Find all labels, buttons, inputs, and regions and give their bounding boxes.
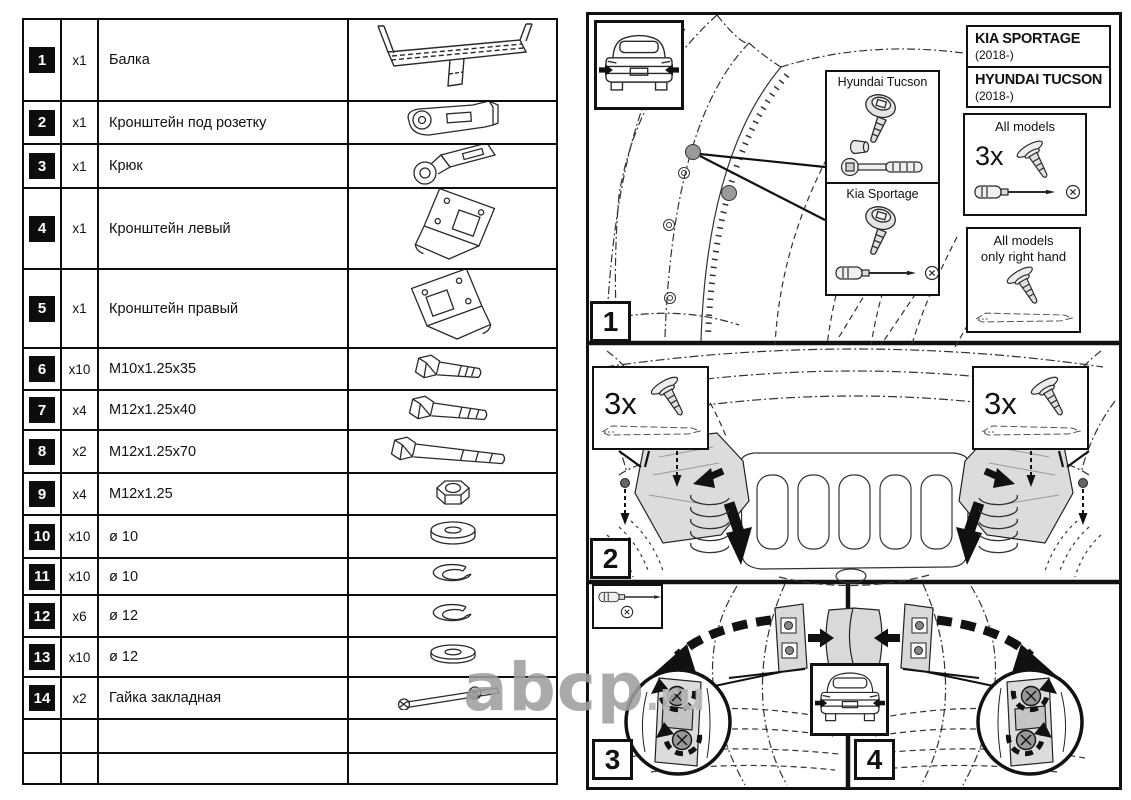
part-desc-cell: ø 10 bbox=[99, 516, 347, 557]
part-qty-cell: x6 bbox=[62, 596, 97, 636]
part-illustration-cell bbox=[349, 349, 556, 389]
empty-cell bbox=[24, 754, 60, 783]
part-flat-washer-thick-icon bbox=[427, 520, 479, 553]
screwdriver-icon bbox=[835, 264, 917, 287]
part-number-cell bbox=[24, 349, 60, 389]
part-bracket-right-icon bbox=[403, 270, 503, 347]
car-rear-view-icon bbox=[599, 28, 679, 103]
empty-cell bbox=[99, 754, 347, 783]
part-illustration-cell bbox=[349, 678, 556, 718]
all-models-title: All models bbox=[995, 119, 1055, 134]
part-qty-cell: x10 bbox=[62, 516, 97, 557]
part-illustration-cell bbox=[349, 189, 556, 268]
step2-number: 2 bbox=[590, 538, 631, 579]
callout-hyundai-section bbox=[827, 72, 938, 182]
part-hook-icon bbox=[407, 145, 499, 187]
phillips-symbol-icon bbox=[620, 605, 634, 624]
part-desc-cell: M12x1.25 bbox=[99, 474, 347, 514]
part-number-badge: 13 bbox=[29, 644, 55, 670]
car-rear-view-icon bbox=[815, 666, 885, 733]
sill-sketch-icon bbox=[600, 424, 704, 442]
clip-count-left: 3x bbox=[604, 386, 637, 421]
part-illustration-cell bbox=[349, 638, 556, 676]
part-desc-cell: M10x1.25x35 bbox=[99, 349, 347, 389]
part-illustration-cell bbox=[349, 516, 556, 557]
right-hand-line2: only right hand bbox=[980, 249, 1067, 265]
part-bolt-medium-icon bbox=[402, 391, 504, 429]
part-number-badge: 14 bbox=[29, 685, 55, 711]
empty-cell bbox=[24, 720, 60, 752]
push-pin-clip-icon bbox=[1002, 261, 1050, 314]
callout-kia-section bbox=[827, 182, 938, 294]
empty-cell bbox=[349, 720, 556, 752]
part-desc-cell: Кронштейн левый bbox=[99, 189, 347, 268]
part-flat-washer-thin-icon bbox=[427, 643, 479, 672]
part-number-badge: 6 bbox=[29, 356, 55, 382]
phillips-symbol-icon bbox=[924, 265, 940, 286]
part-desc-cell: Балка bbox=[99, 20, 347, 100]
push-pin-clip-icon bbox=[645, 371, 697, 428]
all-models-box bbox=[963, 113, 1087, 216]
part-desc-cell: Кронштейн правый bbox=[99, 270, 347, 347]
vehicle-hyundai-year: (2018-) bbox=[975, 88, 1014, 103]
right-hand-line1: All models bbox=[993, 233, 1054, 248]
part-number-badge: 1 bbox=[29, 47, 55, 73]
vehicle-kia bbox=[968, 27, 1109, 66]
step2-clip-count-box-right bbox=[972, 366, 1089, 450]
phillips-symbol-icon bbox=[1065, 184, 1081, 205]
part-number-cell bbox=[24, 638, 60, 676]
part-number-cell bbox=[24, 20, 60, 100]
part-number-badge: 8 bbox=[29, 439, 55, 465]
part-illustration-cell bbox=[349, 596, 556, 636]
part-spring-washer-icon bbox=[430, 603, 476, 630]
vehicle-hyundai bbox=[968, 66, 1109, 107]
part-number-badge: 3 bbox=[29, 153, 55, 179]
part-qty-cell: x10 bbox=[62, 559, 97, 594]
part-hex-nut-icon bbox=[431, 475, 475, 514]
part-number-cell bbox=[24, 596, 60, 636]
step4-car-rear-inset bbox=[810, 663, 889, 736]
all-models-count: 3x bbox=[975, 141, 1004, 171]
callout-kia-label: Kia Sportage bbox=[846, 187, 919, 201]
vehicle-kia-year: (2018-) bbox=[975, 48, 1014, 62]
part-illustration-cell bbox=[349, 431, 556, 472]
part-qty-cell: x1 bbox=[62, 189, 97, 268]
washer-screw-icon bbox=[857, 202, 903, 263]
fastener-callout-box bbox=[825, 70, 940, 296]
part-number-cell bbox=[24, 391, 60, 429]
right-hand-box bbox=[966, 227, 1081, 333]
part-illustration-cell bbox=[349, 270, 556, 347]
part-number-badge: 11 bbox=[29, 564, 55, 590]
part-illustration-cell bbox=[349, 391, 556, 429]
part-qty-cell: x10 bbox=[62, 638, 97, 676]
part-desc-cell: M12x1.25x70 bbox=[99, 431, 347, 472]
step3-tool-box bbox=[592, 584, 663, 629]
part-beam-icon bbox=[368, 22, 538, 99]
part-number-badge: 10 bbox=[29, 524, 55, 550]
callout-hyundai-label: Hyundai Tucson bbox=[837, 75, 928, 89]
part-anchor-nut-icon bbox=[393, 682, 513, 715]
part-number-cell bbox=[24, 431, 60, 472]
part-illustration-cell bbox=[349, 102, 556, 143]
watermark-suffix: .ru bbox=[645, 675, 706, 719]
part-number-badge: 7 bbox=[29, 397, 55, 423]
part-number-cell bbox=[24, 559, 60, 594]
step4-number: 4 bbox=[854, 739, 895, 780]
part-number-cell bbox=[24, 678, 60, 718]
part-number-badge: 2 bbox=[29, 110, 55, 136]
part-illustration-cell bbox=[349, 474, 556, 514]
part-number-cell bbox=[24, 516, 60, 557]
watermark-main: abcp bbox=[463, 649, 646, 726]
part-number-badge: 4 bbox=[29, 216, 55, 242]
parts-table bbox=[22, 18, 558, 785]
push-pin-clip-icon bbox=[1025, 371, 1077, 428]
part-desc-cell: M12x1.25x40 bbox=[99, 391, 347, 429]
vehicle-hyundai-name: HYUNDAI TUCSON bbox=[975, 71, 1103, 88]
instruction-panel bbox=[586, 12, 1122, 790]
screwdriver-icon bbox=[973, 183, 1057, 206]
part-number-badge: 5 bbox=[29, 296, 55, 322]
part-desc-cell: Гайка закладная bbox=[99, 678, 347, 718]
part-desc-cell: ø 10 bbox=[99, 559, 347, 594]
part-qty-cell: x1 bbox=[62, 145, 97, 187]
empty-cell bbox=[349, 754, 556, 783]
part-qty-cell: x2 bbox=[62, 678, 97, 718]
push-pin-clip-icon bbox=[1011, 135, 1061, 190]
part-socket-bracket-icon bbox=[395, 102, 510, 143]
part-qty-cell: x2 bbox=[62, 431, 97, 472]
part-desc-cell: Кронштейн под розетку bbox=[99, 102, 347, 143]
part-number-cell bbox=[24, 474, 60, 514]
part-qty-cell: x4 bbox=[62, 391, 97, 429]
part-bracket-left-icon bbox=[403, 189, 503, 268]
part-number-badge: 9 bbox=[29, 481, 55, 507]
empty-cell bbox=[62, 754, 97, 783]
part-qty-cell: x1 bbox=[62, 270, 97, 347]
step2-clip-count-box-left bbox=[592, 366, 709, 450]
ratchet-icon bbox=[835, 156, 931, 183]
step3-number: 3 bbox=[592, 739, 633, 780]
part-number-cell bbox=[24, 189, 60, 268]
empty-cell bbox=[99, 720, 347, 752]
part-illustration-cell bbox=[349, 145, 556, 187]
sill-sketch-icon bbox=[974, 311, 1076, 327]
part-illustration-cell bbox=[349, 20, 556, 100]
part-desc-cell: Крюк bbox=[99, 145, 347, 187]
sill-sketch-icon bbox=[980, 424, 1084, 442]
part-bolt-short-icon bbox=[408, 349, 498, 389]
vehicle-kia-name: KIA SPORTAGE bbox=[975, 31, 1081, 47]
part-qty-cell: x4 bbox=[62, 474, 97, 514]
clip-count-right: 3x bbox=[984, 386, 1017, 421]
vehicle-header bbox=[966, 25, 1111, 108]
empty-cell bbox=[62, 720, 97, 752]
part-illustration-cell bbox=[349, 559, 556, 594]
part-desc-cell: ø 12 bbox=[99, 596, 347, 636]
part-desc-cell: ø 12 bbox=[99, 638, 347, 676]
part-qty-cell: x10 bbox=[62, 349, 97, 389]
part-number-cell bbox=[24, 145, 60, 187]
part-number-cell bbox=[24, 270, 60, 347]
part-bolt-long-icon bbox=[384, 431, 522, 472]
part-spring-washer-icon bbox=[430, 563, 476, 590]
part-number-cell bbox=[24, 102, 60, 143]
step1-number: 1 bbox=[590, 301, 631, 342]
part-qty-cell: x1 bbox=[62, 102, 97, 143]
step1-car-rear-inset bbox=[594, 20, 684, 110]
part-qty-cell: x1 bbox=[62, 20, 97, 100]
part-number-badge: 12 bbox=[29, 603, 55, 629]
